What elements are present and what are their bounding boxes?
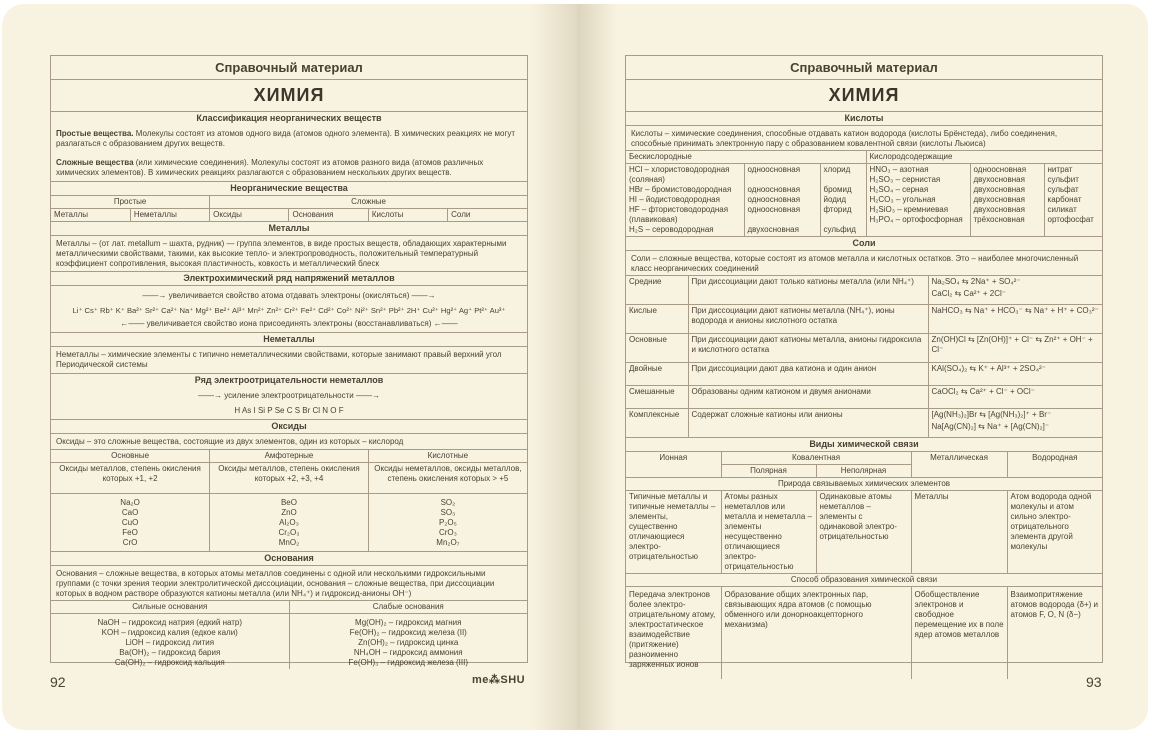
salt-type: Основные xyxy=(626,334,688,363)
acid-name: HCl – хлористоводородная (соляная) xyxy=(629,165,730,184)
inorganic-title: Неорганические вещества xyxy=(51,181,527,196)
salts-text: Соли – сложные вещества, которые состоят из атомов металла и кислотных остатков. Это – наиболее многочисленный класс неорганических соединений xyxy=(631,254,1079,273)
nonmetals-text: Неметаллы – химические элементы с типично неметаллическими свойствами, которые занимают правый верхний угол Периодической системы xyxy=(56,350,502,369)
activity-series-bottom-arrow: ←—— увеличивается свойство иона присоединять электроны (восстанавливаться) ←—— xyxy=(120,319,458,328)
activity-series-ions: Li⁺ Cs⁺ Rb⁺ K⁺ Ba²⁺ Sr²⁺ Ca²⁺ Na⁺ Mg²⁺ Be²⁺ Al³⁺ Mn²⁺ Zn²⁺ Cr²⁺ Fe²⁺ Cd²⁺ Co²⁺ Ni²⁺ Sn²⁺ Pb²⁺ 2H⁺ Cu²⁺ Hg²⁺ Ag⁺ Pt²⁺ Au³⁺ xyxy=(72,306,506,315)
inorganic-cell: Основания xyxy=(289,209,368,222)
acid-basicity: одноосновная xyxy=(747,205,801,214)
salt-type: Кислые xyxy=(626,305,688,334)
acid-salt: ортофосфат xyxy=(1047,215,1094,224)
oxide-item: BeO xyxy=(280,498,297,507)
inorganic-complex-head: Сложные xyxy=(210,196,527,209)
oxide-item: CuO xyxy=(121,518,139,527)
acid-name: H₂SO₄ – серная xyxy=(869,185,929,194)
inorganic-cell: Кислоты xyxy=(368,209,447,222)
oxides-desc-basic: Оксиды металлов, степень окисления которых +1, +2 xyxy=(51,463,210,494)
salt-type: Комплексные xyxy=(626,409,688,438)
acid-basicity: двухосновная xyxy=(973,195,1025,204)
base-item: LiOH – гидроксид лития xyxy=(125,638,215,647)
oxide-item: SO₃ xyxy=(440,508,456,517)
salt-equation: NaHCO₃ ⇆ Na⁺ + HCO₃⁻ ⇆ Na⁺ + H⁺ + CO₃²⁻ xyxy=(928,305,1102,334)
oxide-item: CaO xyxy=(121,508,139,517)
acid-name: HBr – бромистоводородная xyxy=(629,185,732,194)
oxides-desc-amphoteric: Оксиды металлов, степень окисления которых +2, +3, +4 xyxy=(210,463,369,494)
salts-title: Соли xyxy=(626,236,1102,251)
acid-basicity: одноосновная xyxy=(747,185,801,194)
acids-text: Кислоты – химические соединения, способные отдавать катион водорода (кислоты Брёнстеда), либо соединения, способные принимать электронную пару с образованием ковалентной связи (кислоты Льюиса) xyxy=(631,129,1058,148)
acid-basicity: двухосновная xyxy=(973,175,1025,184)
base-item: Ca(OH)₂ – гидроксид кальция xyxy=(114,658,225,667)
simple-substances-term: Простые вещества. xyxy=(56,129,134,138)
salt-desc: Образованы одним катионом и двумя анионами xyxy=(688,386,928,409)
acids-anoxic-basicity xyxy=(744,164,820,237)
acid-basicity: двухосновная xyxy=(747,225,799,234)
acid-name: H₃PO₄ – ортофосфорная xyxy=(869,215,963,224)
bond-head-polar: Полярная xyxy=(721,465,816,478)
acid-salt: йодид xyxy=(823,195,847,204)
bases-title: Основания xyxy=(51,552,527,566)
salt-equations xyxy=(928,409,1102,438)
bond-nature-cell: Атомы разных неметаллов или металла и неметалла – элементы несущественно отличающиеся электро-отрицательностью xyxy=(721,491,816,574)
salt-equation: CaOCl₂ ⇆ Ca²⁺ + Cl⁻ + OCl⁻ xyxy=(928,386,1102,409)
complex-substances-text xyxy=(51,151,527,181)
acids-oxo-head: Кислородсодержащие xyxy=(866,151,1102,164)
acid-name: H₂S – сероводородная xyxy=(629,225,714,234)
inorganic-cell: Металлы xyxy=(51,209,130,222)
bases-weak-list xyxy=(289,614,527,670)
oxides-basic-list xyxy=(51,494,210,552)
acid-basicity: двухосновная xyxy=(973,205,1025,214)
acid-name: H₂CO₃ – угольная xyxy=(869,195,936,204)
inorganic-table xyxy=(51,195,527,222)
acid-salt: нитрат xyxy=(1047,165,1073,174)
acid-name: HF – фтористоводородная (плавиковая) xyxy=(629,205,729,224)
oxide-item: CrO xyxy=(122,538,138,547)
complex-substances-desc: (или химические соединения). Молекулы состоят из атомов разного вида (атомов различных химических элементов). В химических реакциях разлагаются с образованием нескольких других веществ. xyxy=(56,158,484,177)
acid-salt: сульфит xyxy=(1047,175,1079,184)
inorganic-simple-head: Простые xyxy=(51,196,210,209)
acid-salt: хлорид xyxy=(823,165,851,174)
bond-head-metallic: Металлическая xyxy=(911,452,1007,478)
bonds-nature-head: Природа связываемых химических элементов xyxy=(626,478,1102,491)
left-subject-title: ХИМИЯ xyxy=(51,80,527,112)
oxides-acidic-list xyxy=(368,494,527,552)
bonds-method-head: Способ образования химической связи xyxy=(626,574,1102,587)
electronegativity-series: H As I Si P Se C S Br Cl N O F xyxy=(234,406,344,415)
oxides-head-amphoteric: Амфотерные xyxy=(210,450,369,463)
salt-desc: При диссоциации дают катионы металла, анионы гидроксила и кислотного остатка xyxy=(688,334,928,363)
right-page-number: 93 xyxy=(1086,674,1102,690)
bond-method-cell: Взаимопритяжение атомов водорода (δ+) и атомов F, O, N (δ−) xyxy=(1007,587,1102,680)
inorganic-cell: Оксиды xyxy=(210,209,289,222)
salt-type: Двойные xyxy=(626,363,688,386)
oxide-item: FeO xyxy=(122,528,138,537)
publisher-logo: me⁂SHU xyxy=(472,674,526,686)
acid-basicity: трёхосновная xyxy=(973,215,1025,224)
simple-substances-text xyxy=(51,125,527,151)
acid-basicity: одноосновная xyxy=(747,195,801,204)
acids-oxo-basicity xyxy=(970,164,1044,237)
oxide-item: MnO₂ xyxy=(278,538,300,547)
oxide-item: Na₂O xyxy=(120,498,140,507)
salt-type: Средние xyxy=(626,276,688,305)
base-item: NH₄OH – гидроксид аммония xyxy=(353,648,463,657)
acid-basicity: одноосновная xyxy=(747,165,801,174)
acid-basicity: одноосновная xyxy=(973,165,1027,174)
oxide-item: SO₂ xyxy=(440,498,456,507)
bond-method-cell: Образование общих электронных пар, связывающих ядра атомов (с помощью обменного или донорноакцепторного механизма) xyxy=(721,587,911,680)
salt-equation: [Ag(NH₃)₂]Br ⇆ [Ag(NH₃)₂]⁺ + Br⁻ xyxy=(931,410,1052,419)
acids-oxo-salts xyxy=(1044,164,1102,237)
salt-desc: Содержат сложные катионы или анионы xyxy=(688,409,928,438)
base-item: Fe(OH)₂ – гидроксид железа (II) xyxy=(349,628,467,637)
right-subject-title: ХИМИЯ xyxy=(626,80,1102,112)
acid-name: H₂SiO₃ – кремниевая xyxy=(869,205,949,214)
acids-oxo-names xyxy=(866,164,970,237)
inorganic-cell: Неметаллы xyxy=(130,209,209,222)
bases-strong-list xyxy=(51,614,289,670)
salt-desc: При диссоциации дают два катиона и один анион xyxy=(688,363,928,386)
bond-head-nonpolar: Неполярная xyxy=(816,465,911,478)
acid-salt: бромид xyxy=(823,185,852,194)
oxides-title: Оксиды xyxy=(51,419,527,434)
base-item: Ba(OH)₂ – гидроксид бария xyxy=(119,648,221,657)
oxides-head-acidic: Кислотные xyxy=(368,450,527,463)
oxide-item: Mn₂O₇ xyxy=(436,538,460,547)
oxide-item: Cr₂O₃ xyxy=(278,528,300,537)
acid-basicity: двухосновная xyxy=(973,185,1025,194)
base-item: Mg(OH)₂ – гидроксид магния xyxy=(355,618,462,627)
acid-name: H₂SO₃ – сернистая xyxy=(869,175,941,184)
metals-text: Металлы – (от лат. metallum – шахта, рудник) — группа элементов, в виде простых веществ, обладающих характерными металлическими свойствами, такими, как высокие тепло- и электропроводность, положительный температурный коэффициент сопротивления, высокая пластичность, ковкость и металлический блеск xyxy=(56,239,507,268)
acids-table xyxy=(626,150,1102,236)
bond-head-hydrogen: Водородная xyxy=(1007,452,1102,478)
bases-head-strong: Сильные основания xyxy=(51,601,289,614)
acid-name: HI – йодистоводородная xyxy=(629,195,720,204)
bond-nature-cell: Металлы xyxy=(911,491,1007,574)
acid-salt: фторид xyxy=(823,205,852,214)
oxide-item: CrO₃ xyxy=(438,528,457,537)
simple-substances-desc: Молекулы состоят из атомов одного вида (атомов одного элемента). В химических реакциях не могут разлагаться с образованием других веществ. xyxy=(56,129,516,148)
classification-title: Классификация неорганических веществ xyxy=(196,113,382,123)
electronegativity-arrow: ——→ усиление электроотрицательности ——→ xyxy=(198,391,380,400)
inorganic-cell: Соли xyxy=(448,209,527,222)
salt-desc: При диссоциации дают только катионы металла (или NH₄⁺) xyxy=(688,276,928,305)
acids-anoxic-names xyxy=(626,164,744,237)
oxide-item: P₂O₅ xyxy=(438,518,457,527)
bonds-table xyxy=(626,451,1102,679)
activity-series-top-arrow: ——→ увеличивается свойство атома отдавать электроны (окисляться) ——→ xyxy=(142,291,436,300)
salt-equation: CaCl₂ ⇆ Ca²⁺ + 2Cl⁻ xyxy=(931,289,1006,298)
acid-salt: карбонат xyxy=(1047,195,1082,204)
oxide-item: Al₂O₃ xyxy=(279,518,299,527)
bases-head-weak: Слабые основания xyxy=(289,601,527,614)
bases-table xyxy=(51,600,527,669)
acids-anoxic-salts xyxy=(820,164,866,237)
metals-title: Металлы xyxy=(51,222,527,236)
bond-method-cell: Передача электронов более электро-отрицательному атому, электростатическое взаимодействие (притяжение) разноименно заряженных ионов xyxy=(626,587,721,680)
base-item: Zn(OH)₂ – гидроксид цинка xyxy=(358,638,459,647)
right-banner: Справочный материал xyxy=(626,56,1102,80)
oxides-amphoteric-list xyxy=(210,494,369,552)
oxides-table xyxy=(51,449,527,552)
bond-nature-cell: Одинаковые атомы неметаллов – элементы с одинаковой электро-отрицательностью xyxy=(816,491,911,574)
acid-name: HNO₃ – азотная xyxy=(869,165,929,174)
salts-table xyxy=(626,275,1102,438)
right-reference-box xyxy=(625,55,1103,669)
acid-salt: силикат xyxy=(1047,205,1077,214)
nonmetals-title: Неметаллы xyxy=(51,332,527,347)
oxides-text: Оксиды – это сложные вещества, состоящие из двух элементов, один из которых – кислород xyxy=(56,437,404,446)
salt-equation: Na[Ag(CN)₂] ⇆ Na⁺ + [Ag(CN)₂]⁻ xyxy=(931,422,1050,431)
bond-head-ionic: Ионная xyxy=(626,452,721,478)
oxides-desc-acidic: Оксиды неметаллов, оксиды металлов, степень окисления которых > +5 xyxy=(368,463,527,494)
acids-anoxic-head: Бескислородные xyxy=(626,151,866,164)
left-banner: Справочный материал xyxy=(51,56,527,80)
left-page-number: 92 xyxy=(50,674,66,690)
bond-nature-cell: Типичные металлы и типичные неметаллы – элементы, существенно отличающиеся электро-отрицательностью xyxy=(626,491,721,574)
left-reference-box xyxy=(50,55,528,667)
acid-salt: сульфид xyxy=(823,225,856,234)
gutter-shadow-left xyxy=(530,4,577,730)
base-item: KOH – гидроксид калия (едкое кали) xyxy=(101,628,238,637)
oxides-head-basic: Основные xyxy=(51,450,210,463)
salt-equation: Zn(OH)Cl ⇆ [Zn(OH)]⁺ + Cl⁻ ⇆ Zn²⁺ + OH⁻ + Cl⁻ xyxy=(928,334,1102,363)
salt-equation: KAl(SO₄)₂ ⇆ K⁺ + Al³⁺ + 2SO₄²⁻ xyxy=(928,363,1102,386)
activity-series-title: Электрохимический ряд напряжений металлов xyxy=(51,271,527,286)
complex-substances-term: Сложные вещества xyxy=(56,158,134,167)
electronegativity-title: Ряд электроотрицательности неметаллов xyxy=(51,373,527,387)
salt-equation: Na₂SO₄ ⇆ 2Na⁺ + SO₄²⁻ xyxy=(931,277,1021,286)
acid-salt: сульфат xyxy=(1047,185,1079,194)
salt-equations xyxy=(928,276,1102,305)
bonds-title: Виды химической связи xyxy=(809,439,919,449)
bond-nature-cell: Атом водорода одной молекулы и атом сильно электро-отрицательного элемента другой молекулы xyxy=(1007,491,1102,574)
bond-head-covalent: Ковалентная xyxy=(721,452,911,465)
bases-text: Основания – сложные вещества, в которых атомы металлов соединены с одной или несколькими гидроксильными группами (с точки зрения теории электролитической диссоциации, основания – сложные вещества, при диссоциации которых в водном растворе образуются катионы металла (или NH₄⁺) и гидроксид-анионы OH⁻) xyxy=(56,569,495,598)
salt-desc: При диссоциации дают катионы металла (NH₄⁺), ионы водорода и анионы кислотного остатка xyxy=(688,305,928,334)
acids-title: Кислоты xyxy=(626,112,1102,126)
bond-method-cell: Обобществление электронов и свободное перемещение их в поле ядер атомов металлов xyxy=(911,587,1007,680)
base-item: NaOH – гидроксид натрия (едкий натр) xyxy=(97,618,243,627)
base-item: Fe(OH)₃ – гидроксид железа (III) xyxy=(348,658,469,667)
salt-type: Смешанные xyxy=(626,386,688,409)
oxide-item: ZnO xyxy=(281,508,297,517)
gutter-shadow-right xyxy=(577,4,617,730)
